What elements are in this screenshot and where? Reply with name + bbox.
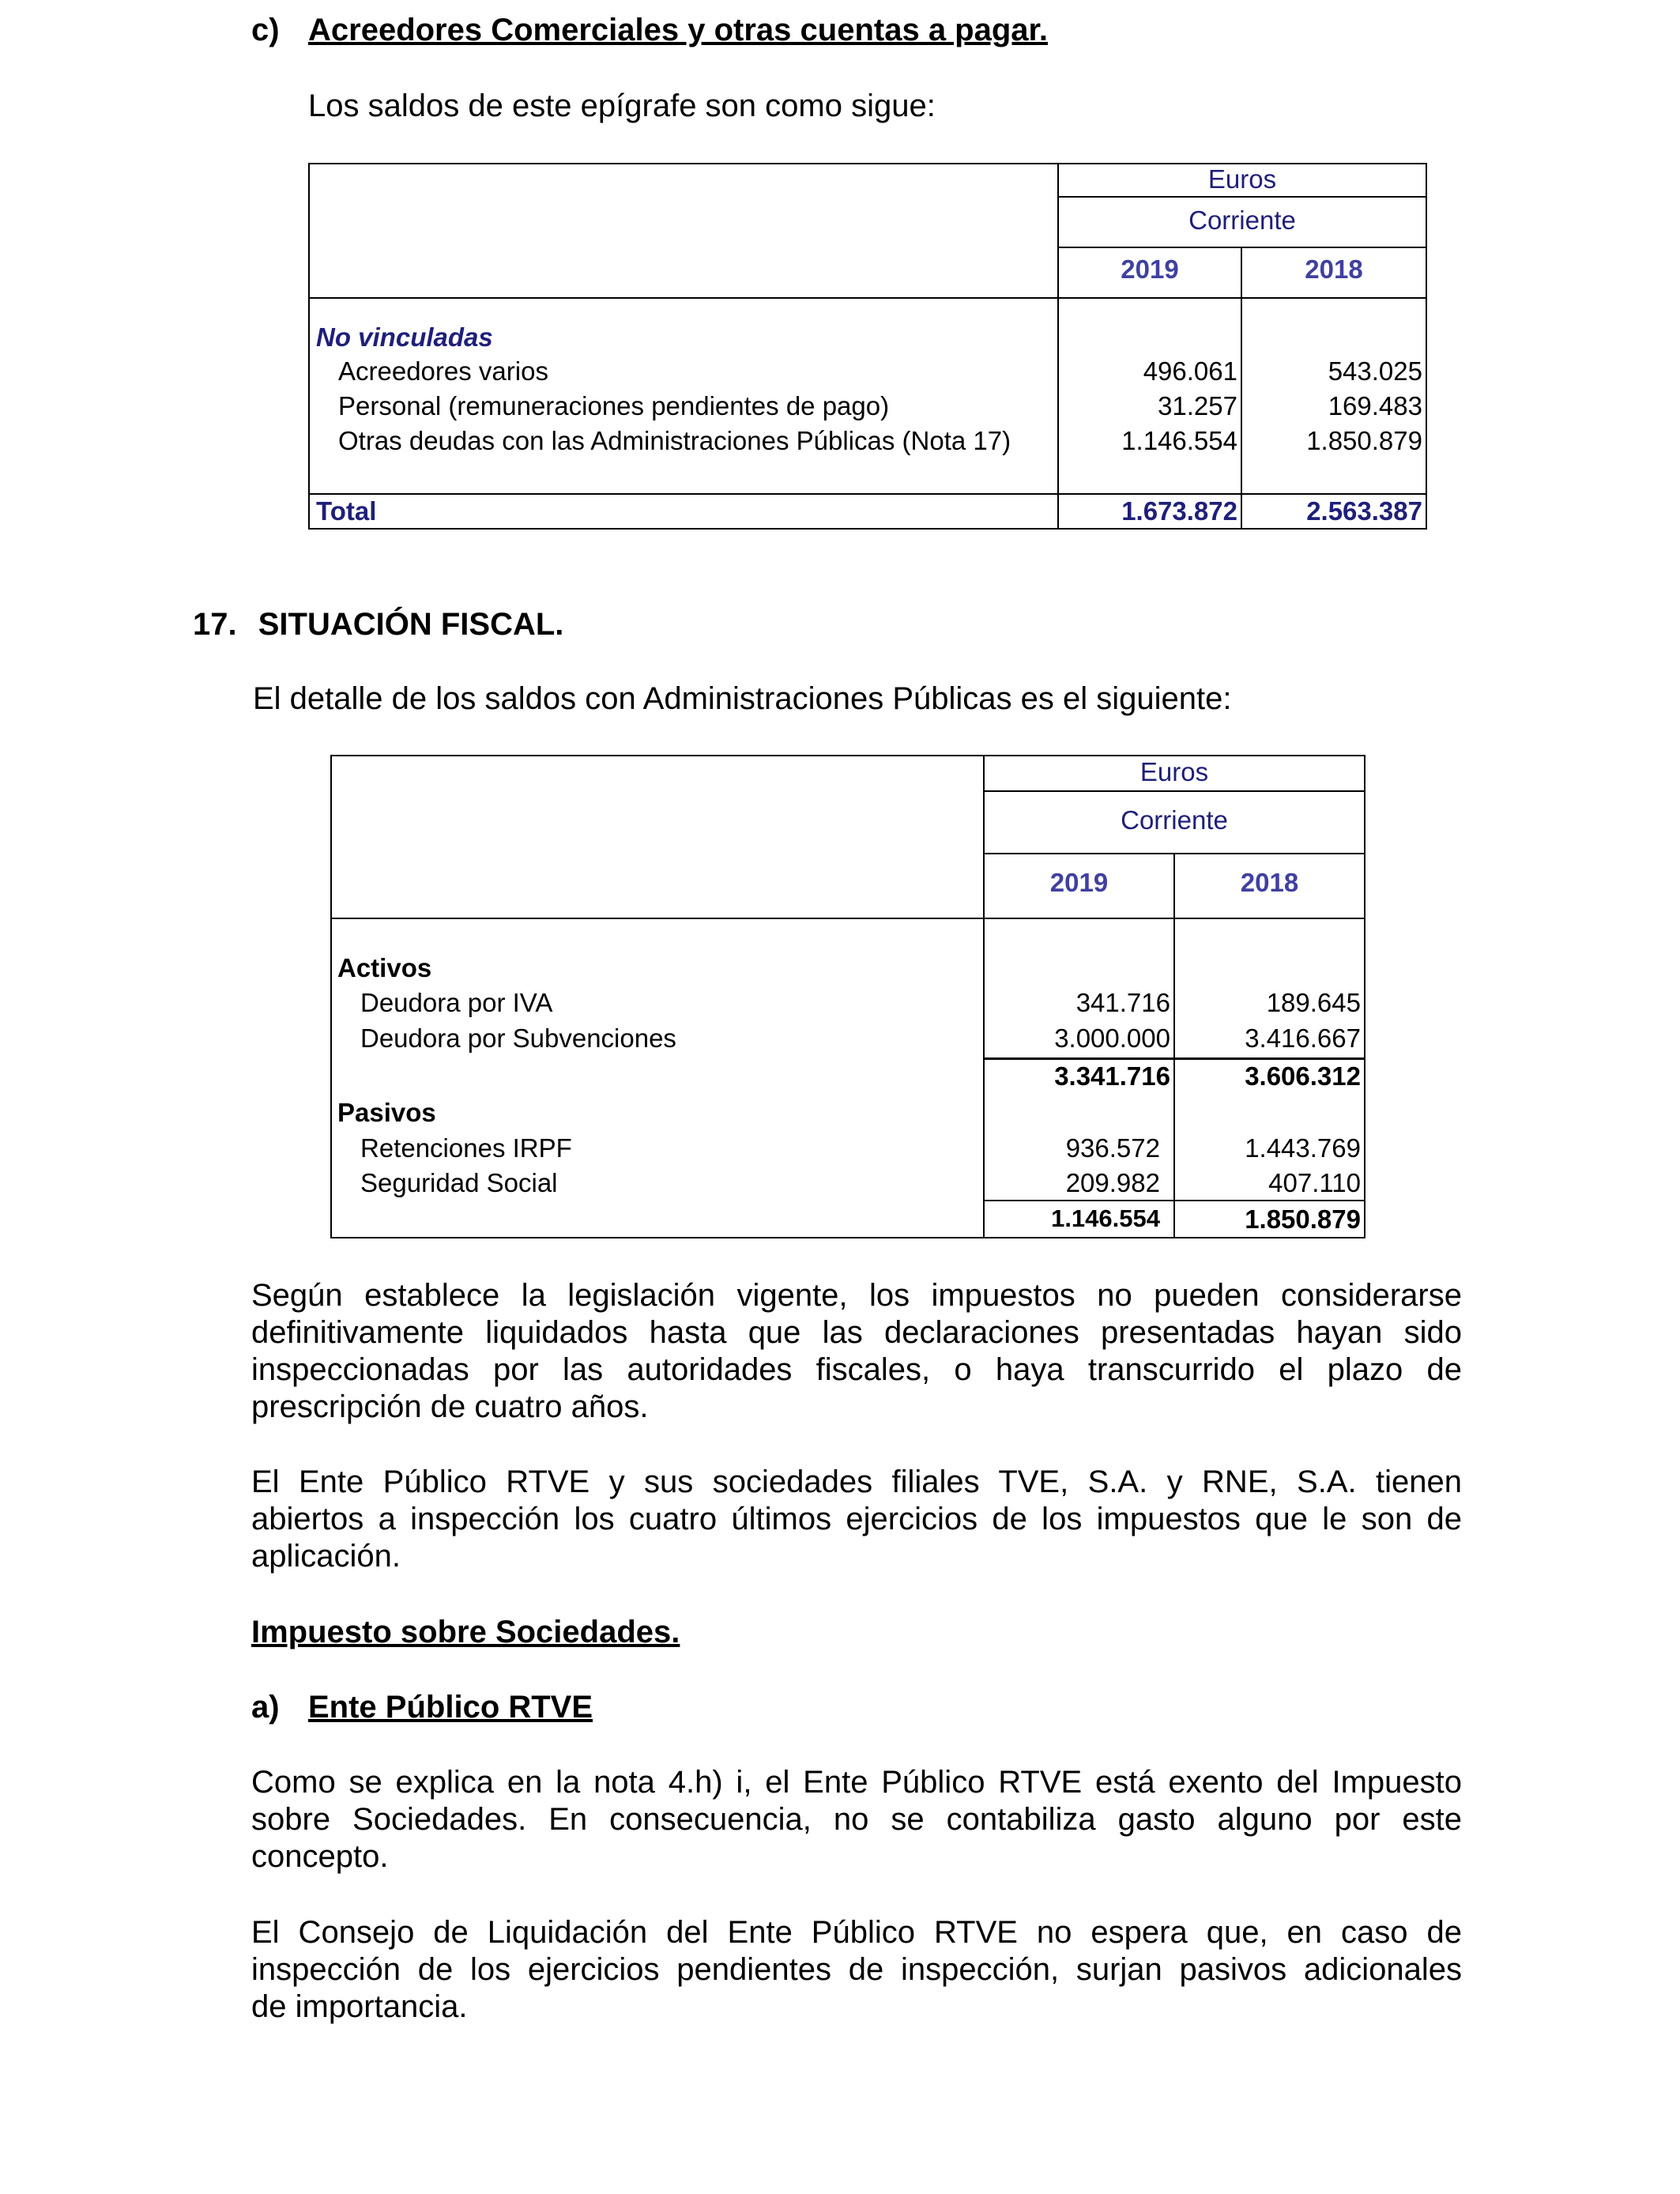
table1-row3-2019: 1.146.554: [1121, 426, 1237, 455]
impuesto-heading: Impuesto sobre Sociedades.: [251, 1615, 680, 1649]
table1-col-2019: 2019: [1121, 254, 1179, 284]
paragraph-line: de importancia.: [251, 1989, 468, 2024]
table1-total-2019: 1.673.872: [1121, 496, 1237, 526]
paragraph-line: prescripción de cuatro años.: [251, 1389, 649, 1424]
section17-title: SITUACIÓN FISCAL.: [258, 607, 564, 642]
paragraph-consejo: [251, 1914, 1462, 2026]
paragraph-inspeccion: [251, 1464, 1462, 1575]
table2-irpf-2018: 1.443.769: [1245, 1133, 1361, 1163]
paragraph-line: inspeccionadas por las autoridades fiscales, o haya transcurrido el plazo de: [251, 1352, 1462, 1387]
section17-heading: [193, 607, 563, 643]
table1-header-corriente: Corriente: [1188, 205, 1296, 235]
paragraph-line: aplicación.: [251, 1539, 401, 1574]
section-c-title: Acreedores Comerciales y otras cuentas a pagar.: [308, 13, 1049, 47]
table-row: Personal (remuneraciones pendientes de pago): [338, 391, 890, 420]
paragraph-line: Según establece la legislación vigente, los impuestos no pueden considerarse: [251, 1278, 1462, 1313]
table-row: Retenciones IRPF: [360, 1133, 572, 1163]
table1-col-2018: 2018: [1305, 254, 1363, 284]
table-row: Deudora por IVA: [360, 988, 553, 1017]
section-c-letter: c): [251, 13, 280, 47]
table2-activos-total-2018: 3.606.312: [1245, 1061, 1361, 1091]
section-c-intro: Los saldos de este epígrafe son como sigue:: [308, 89, 936, 123]
table2-header-corriente: Corriente: [1121, 805, 1228, 835]
paragraph-line: concepto.: [251, 1839, 389, 1874]
table-row: Acreedores varios: [338, 356, 548, 386]
paragraph-prescripcion: [251, 1277, 1462, 1426]
table2-ss-2019: 209.982: [1065, 1168, 1160, 1197]
paragraph-exento: [251, 1764, 1462, 1875]
section17-number: 17.: [193, 607, 237, 642]
paragraph-line: sobre Sociedades. En consecuencia, no se contabiliza gasto alguno por este: [251, 1802, 1462, 1837]
table2-pasivos-total-2019: 1.146.554: [1051, 1204, 1160, 1232]
table2-header-euros: Euros: [1139, 757, 1209, 786]
table2-col-2018: 2018: [1240, 868, 1299, 897]
table2-col-2019: 2019: [1049, 868, 1109, 897]
table-row: Deudora por Subvenciones: [360, 1023, 676, 1053]
table1-header-euros: Euros: [1207, 164, 1277, 194]
table-row: Otras deudas con las Administraciones Públicas (Nota 17): [338, 426, 1011, 455]
table1-group-label: No vinculadas: [316, 322, 493, 352]
table2-pasivos-total-2018: 1.850.879: [1245, 1204, 1361, 1234]
table2-activos-label: Activos: [337, 953, 432, 982]
table2-subv-2018: 3.416.667: [1245, 1023, 1361, 1053]
paragraph-line: definitivamente liquidados hasta que las declaraciones presentadas hayan sido: [251, 1315, 1462, 1350]
table2-iva-2018: 189.645: [1266, 988, 1361, 1017]
table2-activos-total-2019: 3.341.716: [1054, 1061, 1170, 1091]
table2-subv-2019: 3.000.000: [1054, 1023, 1170, 1053]
table1-row3-2018: 1.850.879: [1306, 426, 1422, 455]
table1-total-label: Total: [316, 496, 377, 526]
table1-row2-2019: 31.257: [1158, 391, 1237, 420]
sub-a-title: Ente Público RTVE: [308, 1690, 593, 1725]
table1-row1-2019: 496.061: [1143, 356, 1237, 386]
table2-ss-2018: 407.110: [1268, 1168, 1361, 1197]
table2-irpf-2019: 936.572: [1065, 1133, 1160, 1163]
paragraph-line: inspección de los ejercicios pendientes de inspección, surjan pasivos adicionales: [251, 1952, 1462, 1987]
table1-row2-2018: 169.483: [1328, 391, 1422, 420]
paragraph-line: Como se explica en la nota 4.h) i, el Ente Público RTVE está exento del Impuesto: [251, 1765, 1462, 1800]
table1-row1-2018: 543.025: [1328, 356, 1422, 386]
table2-iva-2019: 341.716: [1075, 988, 1170, 1017]
table-row: Seguridad Social: [360, 1168, 558, 1197]
sub-a-heading: [251, 1690, 883, 1729]
sub-a-letter: a): [251, 1690, 280, 1725]
section-c-heading: [251, 13, 1200, 52]
table1-total-2018: 2.563.387: [1306, 496, 1422, 526]
paragraph-line: El Consejo de Liquidación del Ente Público RTVE no espera que, en caso de: [251, 1915, 1462, 1950]
table2-pasivos-label: Pasivos: [337, 1098, 436, 1127]
paragraph-line: abiertos a inspección los cuatro últimos ejercicios de los impuestos que le son de: [251, 1502, 1462, 1536]
paragraph-line: El Ente Público RTVE y sus sociedades filiales TVE, S.A. y RNE, S.A. tienen: [251, 1465, 1462, 1499]
section17-intro: El detalle de los saldos con Administraciones Públicas es el siguiente:: [253, 681, 1232, 716]
